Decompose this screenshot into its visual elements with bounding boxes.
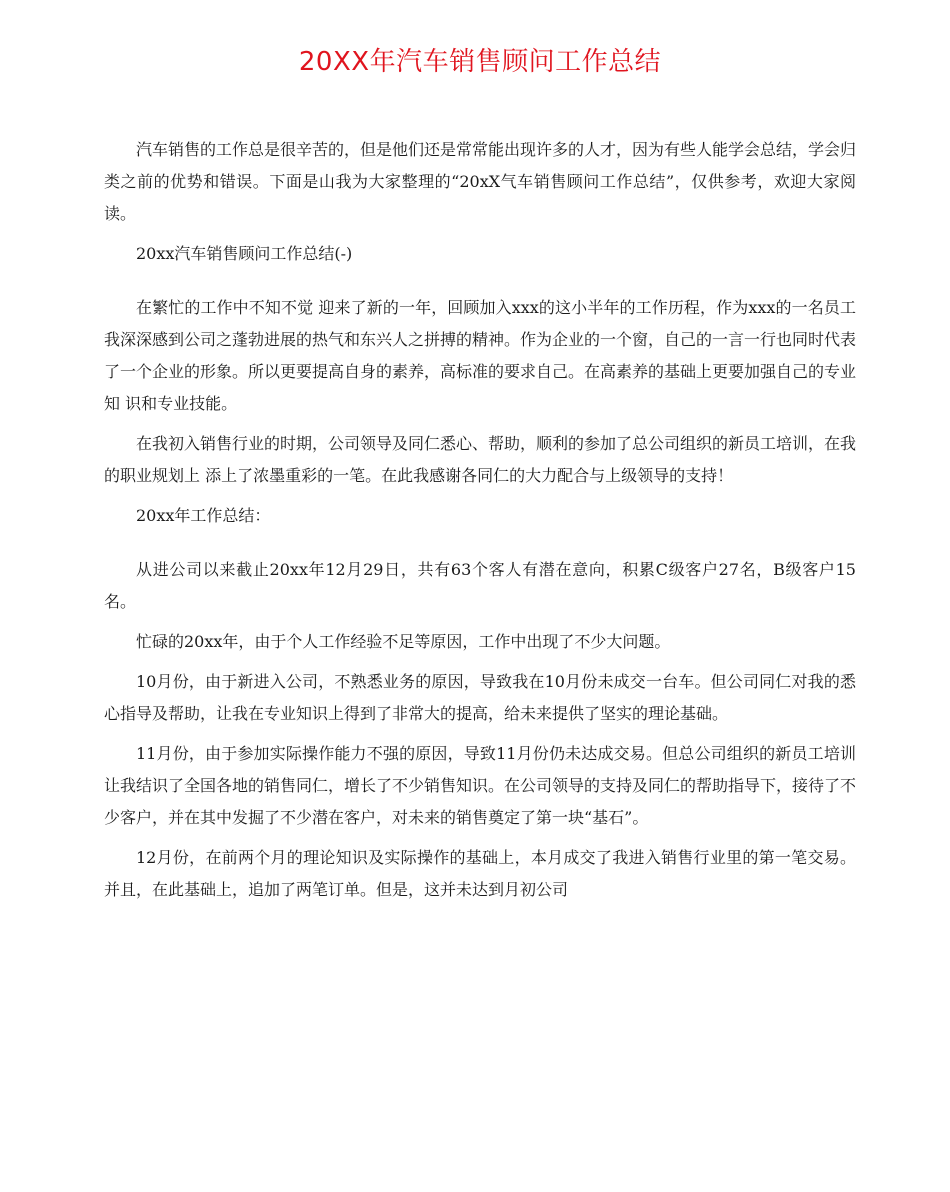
body-paragraph: 忙碌的20xx年，由于个人工作经验不足等原因，工作中出现了不少大问题。 [136,632,671,651]
body-paragraph: 12月份，在前两个月的理论知识及实际操作的基础上，本月成交了我进入销售行业里的第一笔交易。并且，在此基础上，追加了两笔订单。但是，这并未达到月初公司 [104,848,856,899]
subsection-heading: 20xx年工作总结： [136,506,271,525]
body-paragraph: 在繁忙的工作中不知不觉 迎来了新的一年，回顾加入xxx的这小半年的工作历程，作为xxx的一名员工我深深感到公司之蓬勃进展的热气和东兴人之拼搏的精神。作为企业的一个窗，自己的一言一行也同时代表了一个企业的形象。所以更要提高自身的素养，高标准的要求自己。在高素养的基础上更要加强自己的专业知 识和专业技能。 [104,298,857,413]
body-paragraph: 从进公司以来截止20xx年12月29日，共有63个客人有潜在意向，积累C级客户27名，B级客户15名。 [104,560,856,611]
body-paragraph: 在我初入销售行业的时期，公司领导及同仁悉心、帮助，顺利的参加了总公司组织的新员工培训，在我的职业规划上 添上了浓墨重彩的一笔。在此我感谢各同仁的大力配合与上级领导的支持！ [104,434,857,485]
section-heading: 20xx汽车销售顾问工作总结(-) [136,244,353,263]
intro-paragraph: 汽车销售的工作总是很辛苦的，但是他们还是常常能出现许多的人才，因为有些人能学会总结，学会归类之前的优势和错误。下面是山我为大家整理的“20xX气车销售顾问工作总结”，仅供参考，欢迎大家阅读。 [104,140,857,223]
body-paragraph: 10月份，由于新进入公司，不熟悉业务的原因，导致我在10月份未成交一台车。但公司同仁对我的悉心指导及帮助，让我在专业知识上得到了非常大的提高，给未来提供了坚实的理论基础。 [104,672,856,723]
document-title: 20XX年汽车销售顾问工作总结 [298,47,662,77]
body-paragraph: 11月份，由于参加实际操作能力不强的原因，导致11月份仍未达成交易。但总公司组织的新员工培训让我结识了全国各地的销售同仁，增长了不少销售知识。在公司领导的支持及同仁的帮助指导下，接待了不少客户，并在其中发掘了不少潜在客户，对未来的销售奠定了第一块“基石”。 [104,744,857,827]
